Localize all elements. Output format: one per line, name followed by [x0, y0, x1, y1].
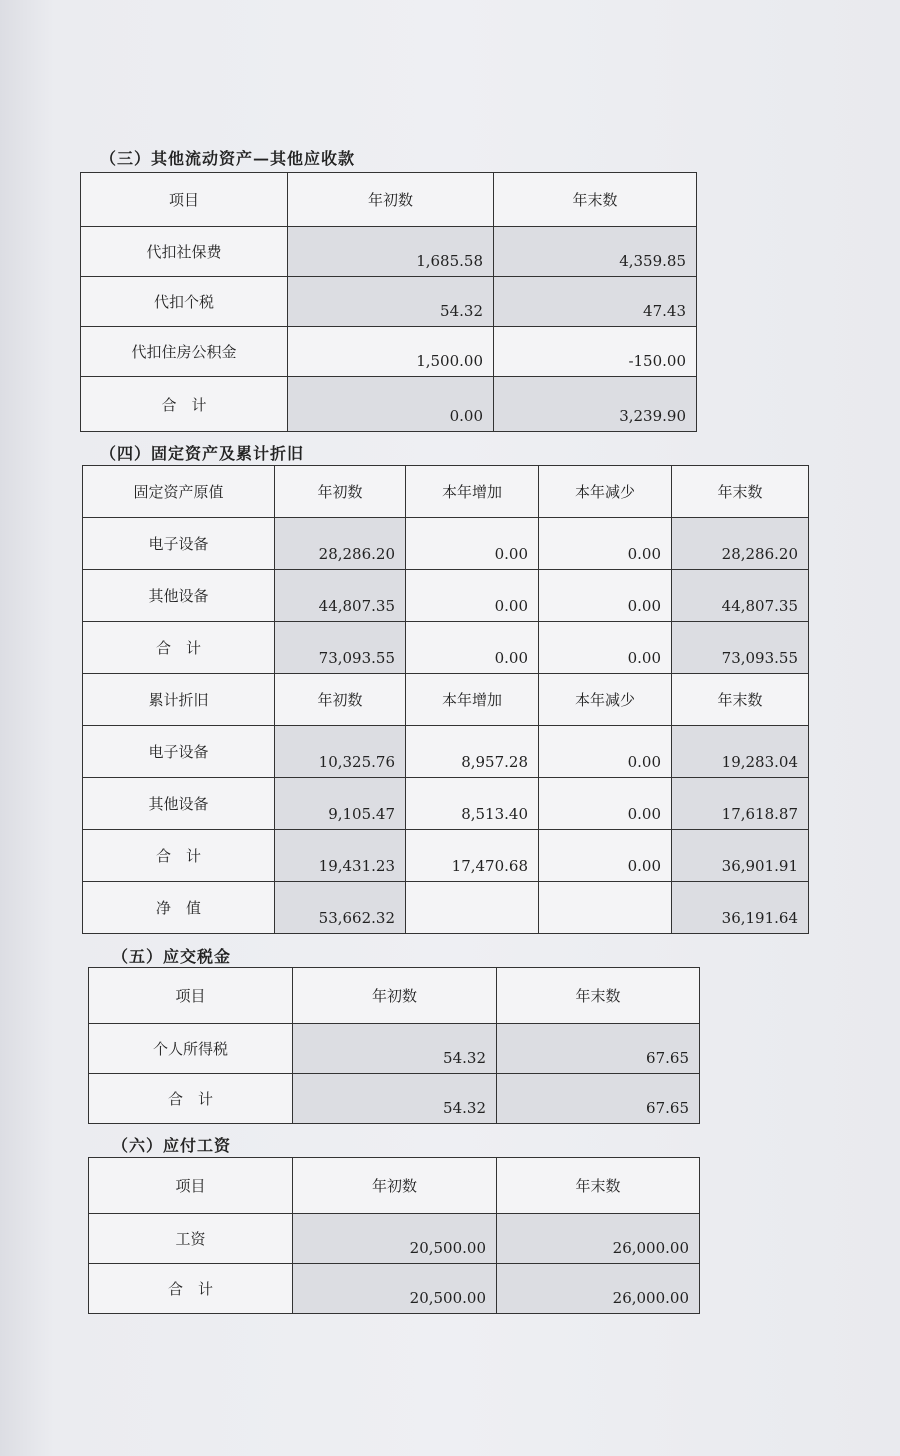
value-cell: 36,191.64: [672, 882, 809, 934]
taxes-payable-table: [88, 967, 700, 1124]
table-row: [83, 726, 809, 778]
table-row: [89, 1024, 700, 1074]
row-label: 净 值: [83, 882, 275, 934]
row-label: 工资: [89, 1214, 293, 1264]
wages-payable-table: [88, 1157, 700, 1314]
net-value-row: [83, 882, 809, 934]
header-cell: 年末数: [494, 173, 697, 227]
value-cell: 20,500.00: [293, 1264, 497, 1314]
header-cell: 本年减少: [539, 674, 672, 726]
header-cell: 固定资产原值: [83, 466, 275, 518]
value-cell: 17,470.68: [406, 830, 539, 882]
table-row: [83, 518, 809, 570]
table-header-row: [83, 674, 809, 726]
header-cell: 本年增加: [406, 466, 539, 518]
section-5-title: （五）应交税金: [112, 947, 232, 966]
row-label: 合 计: [89, 1264, 293, 1314]
value-cell: 0.00: [539, 570, 672, 622]
value-cell: 36,901.91: [672, 830, 809, 882]
row-label: 代扣个税: [81, 277, 288, 327]
value-cell: 26,000.00: [497, 1214, 700, 1264]
value-cell: 20,500.00: [293, 1214, 497, 1264]
table-header-row: [89, 968, 700, 1024]
header-cell: 年初数: [293, 1158, 497, 1214]
table-row: [89, 1214, 700, 1264]
table-header-row: [83, 466, 809, 518]
table-row: [81, 327, 697, 377]
header-cell: 年末数: [672, 466, 809, 518]
value-cell: 0.00: [406, 622, 539, 674]
value-cell: 0.00: [539, 778, 672, 830]
table-total-row: [89, 1264, 700, 1314]
section-6-title: （六）应付工资: [112, 1136, 232, 1155]
value-cell: [406, 882, 539, 934]
value-cell: 3,239.90: [494, 377, 697, 432]
value-cell: 4,359.85: [494, 227, 697, 277]
value-cell: 73,093.55: [275, 622, 406, 674]
table-total-row: [89, 1074, 700, 1124]
value-cell: 47.43: [494, 277, 697, 327]
header-cell: 项目: [89, 1158, 293, 1214]
value-cell: 8,957.28: [406, 726, 539, 778]
value-cell: 67.65: [497, 1024, 700, 1074]
value-cell: 0.00: [539, 726, 672, 778]
table-total-row: [81, 377, 697, 432]
row-label: 其他设备: [83, 570, 275, 622]
row-label: 其他设备: [83, 778, 275, 830]
value-cell: 1,500.00: [288, 327, 494, 377]
row-label: 个人所得税: [89, 1024, 293, 1074]
value-cell: 9,105.47: [275, 778, 406, 830]
header-cell: 年初数: [275, 466, 406, 518]
row-label: 合 计: [89, 1074, 293, 1124]
header-cell: 年初数: [288, 173, 494, 227]
header-cell: 项目: [89, 968, 293, 1024]
table-row: [81, 277, 697, 327]
value-cell: 0.00: [406, 570, 539, 622]
value-cell: 10,325.76: [275, 726, 406, 778]
header-cell: 年末数: [497, 968, 700, 1024]
value-cell: 8,513.40: [406, 778, 539, 830]
header-cell: 年末数: [497, 1158, 700, 1214]
table-row: [83, 778, 809, 830]
table-row: [81, 227, 697, 277]
header-cell: 年初数: [293, 968, 497, 1024]
value-cell: 28,286.20: [672, 518, 809, 570]
section-4-title: （四）固定资产及累计折旧: [100, 444, 305, 463]
row-label: 合 计: [83, 830, 275, 882]
value-cell: 0.00: [406, 518, 539, 570]
value-cell: 0.00: [288, 377, 494, 432]
value-cell: 19,283.04: [672, 726, 809, 778]
header-cell: 本年增加: [406, 674, 539, 726]
header-cell: 项目: [81, 173, 288, 227]
table-header-row: [81, 173, 697, 227]
table-header-row: [89, 1158, 700, 1214]
fixed-assets-table: [82, 465, 809, 934]
row-label: 合 计: [81, 377, 288, 432]
value-cell: 54.32: [293, 1024, 497, 1074]
header-cell: 累计折旧: [83, 674, 275, 726]
value-cell: 19,431.23: [275, 830, 406, 882]
table-total-row: [83, 830, 809, 882]
value-cell: 73,093.55: [672, 622, 809, 674]
header-cell: 年末数: [672, 674, 809, 726]
value-cell: 17,618.87: [672, 778, 809, 830]
value-cell: 0.00: [539, 830, 672, 882]
value-cell: 44,807.35: [672, 570, 809, 622]
value-cell: 1,685.58: [288, 227, 494, 277]
value-cell: 54.32: [293, 1074, 497, 1124]
value-cell: 53,662.32: [275, 882, 406, 934]
value-cell: 0.00: [539, 518, 672, 570]
value-cell: 67.65: [497, 1074, 700, 1124]
value-cell: 44,807.35: [275, 570, 406, 622]
row-label: 代扣社保费: [81, 227, 288, 277]
table-total-row: [83, 622, 809, 674]
table-row: [83, 570, 809, 622]
header-cell: 本年减少: [539, 466, 672, 518]
row-label: 电子设备: [83, 726, 275, 778]
value-cell: 54.32: [288, 277, 494, 327]
row-label: 代扣住房公积金: [81, 327, 288, 377]
value-cell: [539, 882, 672, 934]
header-cell: 年初数: [275, 674, 406, 726]
value-cell: 26,000.00: [497, 1264, 700, 1314]
value-cell: 28,286.20: [275, 518, 406, 570]
value-cell: -150.00: [494, 327, 697, 377]
other-receivables-table: [80, 172, 697, 432]
value-cell: 0.00: [539, 622, 672, 674]
section-3-title: （三）其他流动资产—其他应收款: [100, 149, 356, 168]
row-label: 合 计: [83, 622, 275, 674]
row-label: 电子设备: [83, 518, 275, 570]
